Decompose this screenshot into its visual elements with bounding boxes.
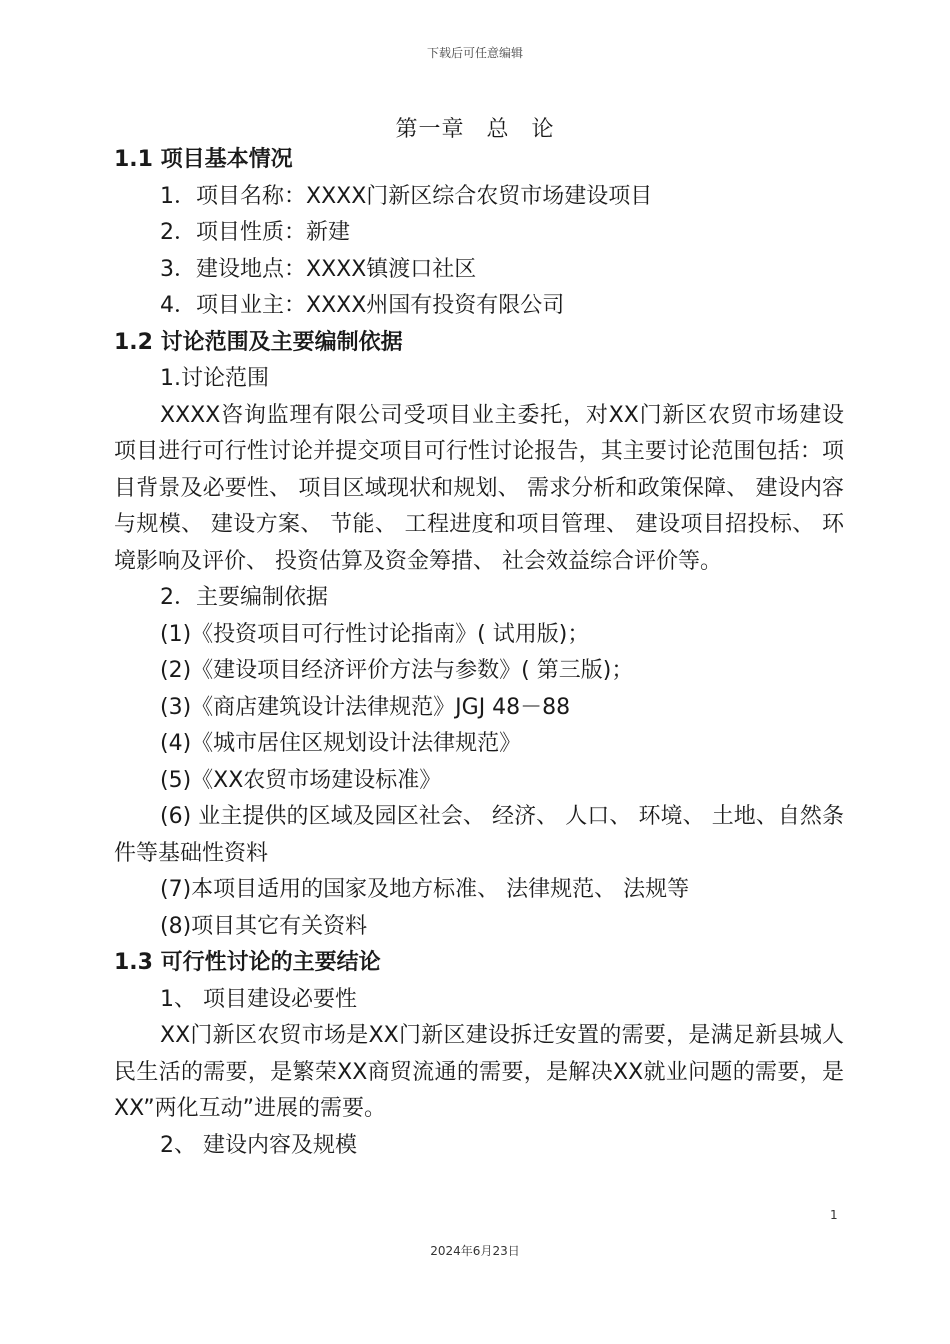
section-heading-1-1: 1.1 项目基本情况 — [114, 147, 293, 172]
section-heading-1-3: 1.3 可行性讨论的主要结论 — [114, 950, 381, 975]
footer-date: 2024年6月23日 — [430, 1244, 520, 1258]
reference-item-3: (3)《商店建筑设计法律规范》JGJ 48－88 — [160, 694, 571, 720]
reference-item-8: (8)项目其它有关资料 — [160, 913, 368, 939]
project-location-item: 3．建设地点：XXXX镇渡口社区 — [160, 256, 477, 282]
subheading-necessity: 1、 项目建设必要性 — [160, 986, 357, 1012]
header-note: 下载后可任意编辑 — [426, 46, 523, 60]
reference-item-6: (6) 业主提供的区域及园区社会、 经济、 人口、 环境、 土地、自然条件等基础性资料 — [114, 804, 844, 866]
project-nature-item: 2．项目性质：新建 — [160, 220, 350, 245]
reference-item-4: (4)《城市居住区规划设计法律规范》 — [160, 731, 522, 756]
chapter-title: 第一章 总 论 — [395, 117, 555, 142]
section-heading-1-2: 1.2 讨论范围及主要编制依据 — [114, 329, 403, 355]
subheading-content-scale: 2、 建设内容及规模 — [160, 1132, 357, 1158]
reference-item-7: (7)本项目适用的国家及地方标准、 法律规范、 法规等 — [160, 877, 690, 902]
reference-item-1: (1)《投资项目可行性讨论指南》( 试用版)； — [160, 621, 590, 647]
document-body — [114, 142, 844, 1164]
scope-paragraph: XXXX咨询监理有限公司受项目业主委托，对XX门新区农贸市场建设项目进行可行性讨论并提交项目可行性讨论报告，其主要讨论范围包括：项目背景及必要性、 项目区域现状和规划、 需求分析和政策保障、 建设内容与规模、 建设方案、 节能、 工程进度和项目管理、 建设项目招投标、 环境影响及评价、 投资估算及资金筹措、 社会效益综合评价等。 — [114, 402, 844, 574]
subheading-scope: 1.讨论范围 — [160, 366, 269, 391]
necessity-paragraph: XX门新区农贸市场是XX门新区建设拆迁安置的需要，是满足新县城人民生活的需要，是繁荣XX商贸流通的需要，是解决XX就业问题的需要，是XX”两化互动”进展的需要。 — [114, 1023, 844, 1121]
project-owner-item: 4．项目业主：XXXX州国有投资有限公司 — [160, 293, 565, 318]
subheading-basis: 2．主要编制依据 — [160, 585, 328, 610]
reference-item-5: (5)《XX农贸市场建设标准》 — [160, 767, 442, 793]
project-name-item: 1．项目名称：XXXX门新区综合农贸市场建设项目 — [160, 183, 653, 209]
page-number: 1 — [830, 1208, 838, 1222]
reference-item-2: (2)《建设项目经济评价方法与参数》( 第三版)； — [160, 658, 634, 683]
